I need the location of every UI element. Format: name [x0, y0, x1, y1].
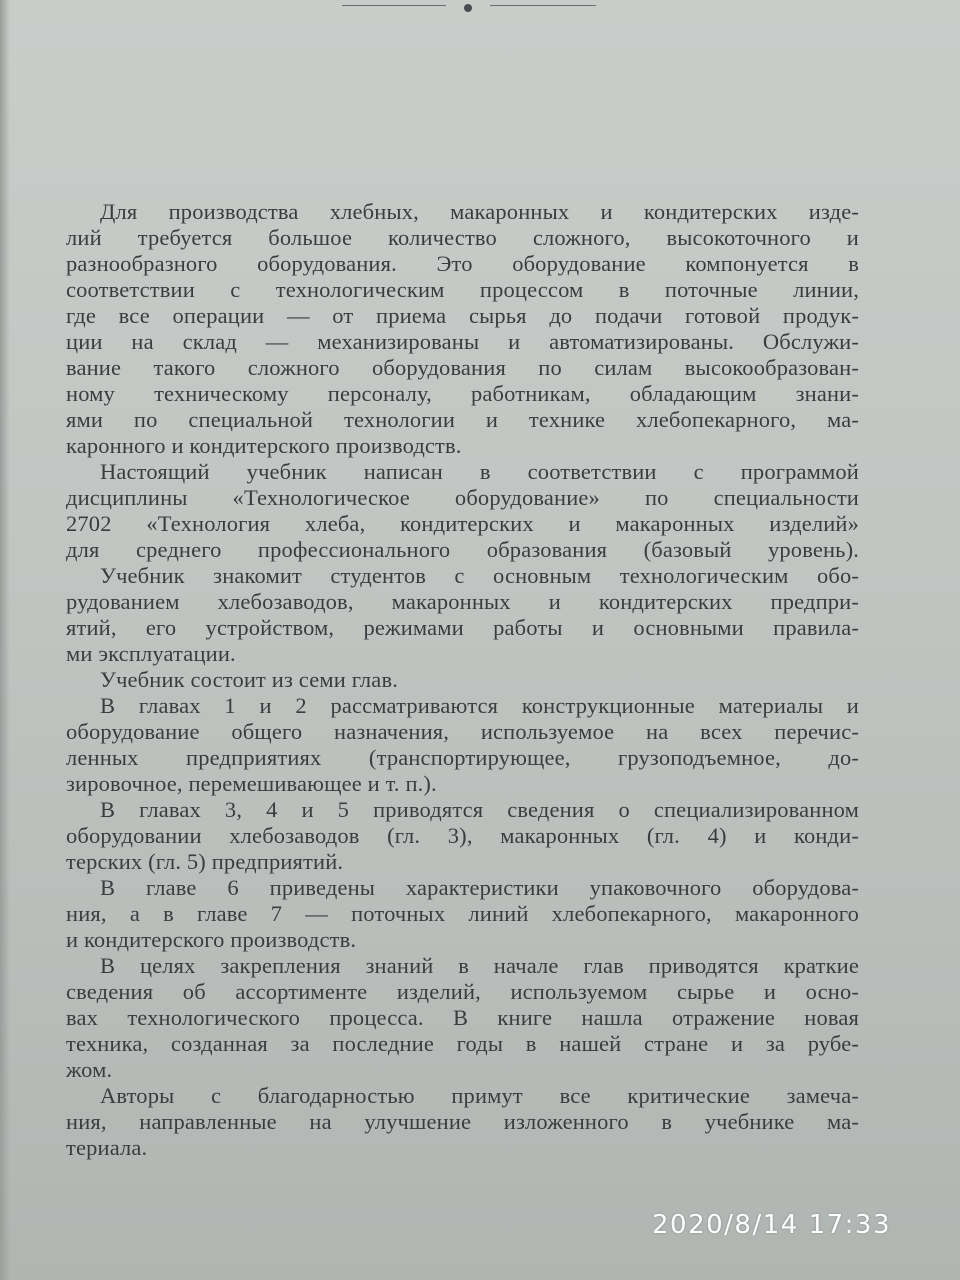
- text-line: Настоящий учебник написан в соответствии с программой: [100, 459, 859, 484]
- page-edge-shadow: [0, 0, 10, 1280]
- text-line: Учебник состоит из семи глав.: [100, 667, 398, 692]
- text-line: В главах 1 и 2 рассматриваются конструкционные материалы и: [100, 693, 859, 718]
- text-line: для среднего профессионального образования (базовый уровень).: [66, 537, 859, 562]
- text-line: дисциплины «Технологическое оборудование» по специальности: [66, 485, 859, 510]
- text-line: разнообразного оборудования. Это оборудование компонуется в: [66, 251, 859, 276]
- text-line: лий требуется большое количество сложного, высокоточного и: [66, 225, 859, 250]
- text-line: где все операции — от приема сырья до подачи готовой продук-: [66, 303, 859, 328]
- text-line: и кондитерского производств.: [66, 927, 357, 952]
- text-line: оборудование общего назначения, используемое на всех перечис-: [66, 719, 859, 744]
- text-line: ному техническому персоналу, работникам, обладающим знани-: [66, 381, 859, 406]
- ornament-rule-left: [342, 5, 446, 6]
- preface-text: [66, 199, 859, 1161]
- text-line: рудованием хлебозаводов, макаронных и кондитерских предпри-: [66, 589, 859, 614]
- text-line: ями по специальной технологии и технике хлебопекарного, ма-: [66, 407, 859, 432]
- text-line: ми эксплуатации.: [66, 641, 236, 666]
- text-line: Учебник знакомит студентов с основным технологическим обо-: [100, 563, 859, 588]
- text-line: техника, созданная за последние годы в нашей стране и за рубе-: [66, 1031, 859, 1056]
- text-line: ции на склад — механизированы и автоматизированы. Обслужи-: [66, 329, 859, 354]
- text-line: ния, направленные на улучшение изложенного в учебнике ма-: [66, 1109, 859, 1134]
- text-line: 2702 «Технология хлеба, кондитерских и макаронных изделий»: [66, 511, 859, 536]
- text-line: терских (гл. 5) предприятий.: [66, 849, 344, 874]
- text-line: ятий, его устройством, режимами работы и основными правила-: [66, 615, 859, 640]
- text-line: ния, а в главе 7 — поточных линий хлебопекарного, макаронного: [66, 901, 859, 926]
- text-line: ленных предприятиях (транспортирующее, грузоподъемное, до-: [66, 745, 859, 770]
- text-line: териала.: [66, 1135, 148, 1160]
- ornament-dot: [464, 4, 472, 12]
- text-line: В главах 3, 4 и 5 приводятся сведения о специализированном: [100, 797, 859, 822]
- text-line: вание такого сложного оборудования по силам высокообразован-: [66, 355, 859, 380]
- text-line: соответствии с технологическим процессом в поточные линии,: [66, 277, 859, 302]
- photo-timestamp: 2020/8/14 17:33: [652, 1210, 892, 1240]
- text-line: вах технологического процесса. В книге нашла отражение новая: [66, 1005, 859, 1030]
- text-line: зировочное, перемешивающее и т. п.).: [66, 771, 437, 796]
- text-line: Авторы с благодарностью примут все критические замеча-: [100, 1083, 859, 1108]
- text-line: Для производства хлебных, макаронных и кондитерских изде-: [100, 199, 859, 224]
- text-line: оборудовании хлебозаводов (гл. 3), макаронных (гл. 4) и конди-: [66, 823, 859, 848]
- text-line: сведения об ассортименте изделий, используемом сырье и осно-: [66, 979, 859, 1004]
- ornament-rule-right: [490, 5, 596, 6]
- text-line: каронного и кондитерского производств.: [66, 433, 462, 458]
- text-line: жом.: [66, 1057, 113, 1082]
- text-line: В целях закрепления знаний в начале глав приводятся краткие: [100, 953, 859, 978]
- text-line: В главе 6 приведены характеристики упаковочного оборудова-: [100, 875, 859, 900]
- header-ornament: [0, 0, 960, 20]
